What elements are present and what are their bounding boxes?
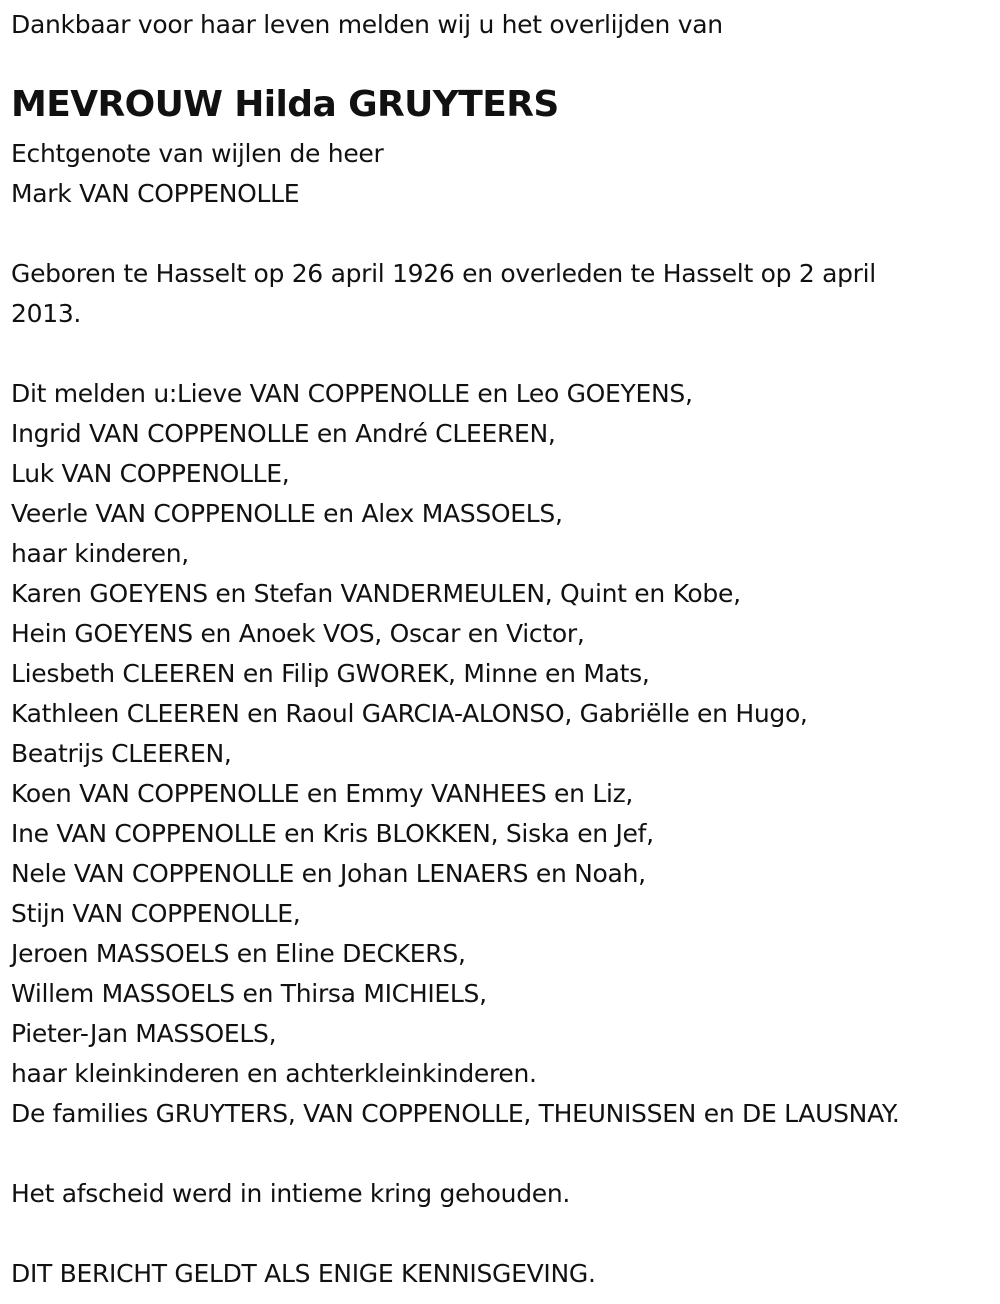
mourner-line: Veerle VAN COPPENOLLE en Alex MASSOELS, bbox=[11, 499, 563, 528]
birth-death-block bbox=[11, 254, 876, 334]
mourner-line: Karen GOEYENS en Stefan VANDERMEULEN, Quint en Kobe, bbox=[11, 579, 741, 608]
mourners-list bbox=[11, 374, 900, 1134]
birth-death-line: Geboren te Hasselt op 26 april 1926 en overleden te Hasselt op 2 april bbox=[11, 259, 876, 288]
birth-death-line: 2013. bbox=[11, 299, 82, 328]
mourner-line: Liesbeth CLEEREN en Filip GWOREK, Minne en Mats, bbox=[11, 659, 650, 688]
mourner-line: Beatrijs CLEEREN, bbox=[11, 739, 232, 768]
mourner-line: Ine VAN COPPENOLLE en Kris BLOKKEN, Siska en Jef, bbox=[11, 819, 654, 848]
mourner-line: Nele VAN COPPENOLLE en Johan LENAERS en Noah, bbox=[11, 859, 646, 888]
farewell-text: Het afscheid werd in intieme kring gehouden. bbox=[11, 1179, 571, 1208]
spouse-block bbox=[11, 134, 383, 214]
mourner-line: Dit melden u:Lieve VAN COPPENOLLE en Leo GOEYENS, bbox=[11, 379, 693, 408]
mourner-line: Jeroen MASSOELS en Eline DECKERS, bbox=[11, 939, 466, 968]
mourner-line: Koen VAN COPPENOLLE en Emmy VANHEES en Liz, bbox=[11, 779, 634, 808]
mourner-line: De families GRUYTERS, VAN COPPENOLLE, THEUNISSEN en DE LAUSNAY. bbox=[11, 1099, 900, 1128]
deceased-name: MEVROUW Hilda GRUYTERS bbox=[11, 84, 559, 125]
mourner-line: Hein GOEYENS en Anoek VOS, Oscar en Victor, bbox=[11, 619, 585, 648]
notice-text: DIT BERICHT GELDT ALS ENIGE KENNISGEVING. bbox=[11, 1259, 596, 1288]
mourner-line: Stijn VAN COPPENOLLE, bbox=[11, 899, 301, 928]
mourner-line: haar kinderen, bbox=[11, 539, 189, 568]
mourner-line: Ingrid VAN COPPENOLLE en André CLEEREN, bbox=[11, 419, 556, 448]
spouse-line: Echtgenote van wijlen de heer bbox=[11, 139, 384, 168]
intro-text: Dankbaar voor haar leven melden wij u het overlijden van bbox=[11, 10, 723, 39]
mourner-line: Luk VAN COPPENOLLE, bbox=[11, 459, 290, 488]
spouse-line: Mark VAN COPPENOLLE bbox=[11, 179, 300, 208]
mourner-line: Pieter-Jan MASSOELS, bbox=[11, 1019, 277, 1048]
mourner-line: haar kleinkinderen en achterkleinkinderen. bbox=[11, 1059, 537, 1088]
mourner-line: Kathleen CLEEREN en Raoul GARCIA-ALONSO, Gabriëlle en Hugo, bbox=[11, 699, 808, 728]
mourner-line: Willem MASSOELS en Thirsa MICHIELS, bbox=[11, 979, 487, 1008]
